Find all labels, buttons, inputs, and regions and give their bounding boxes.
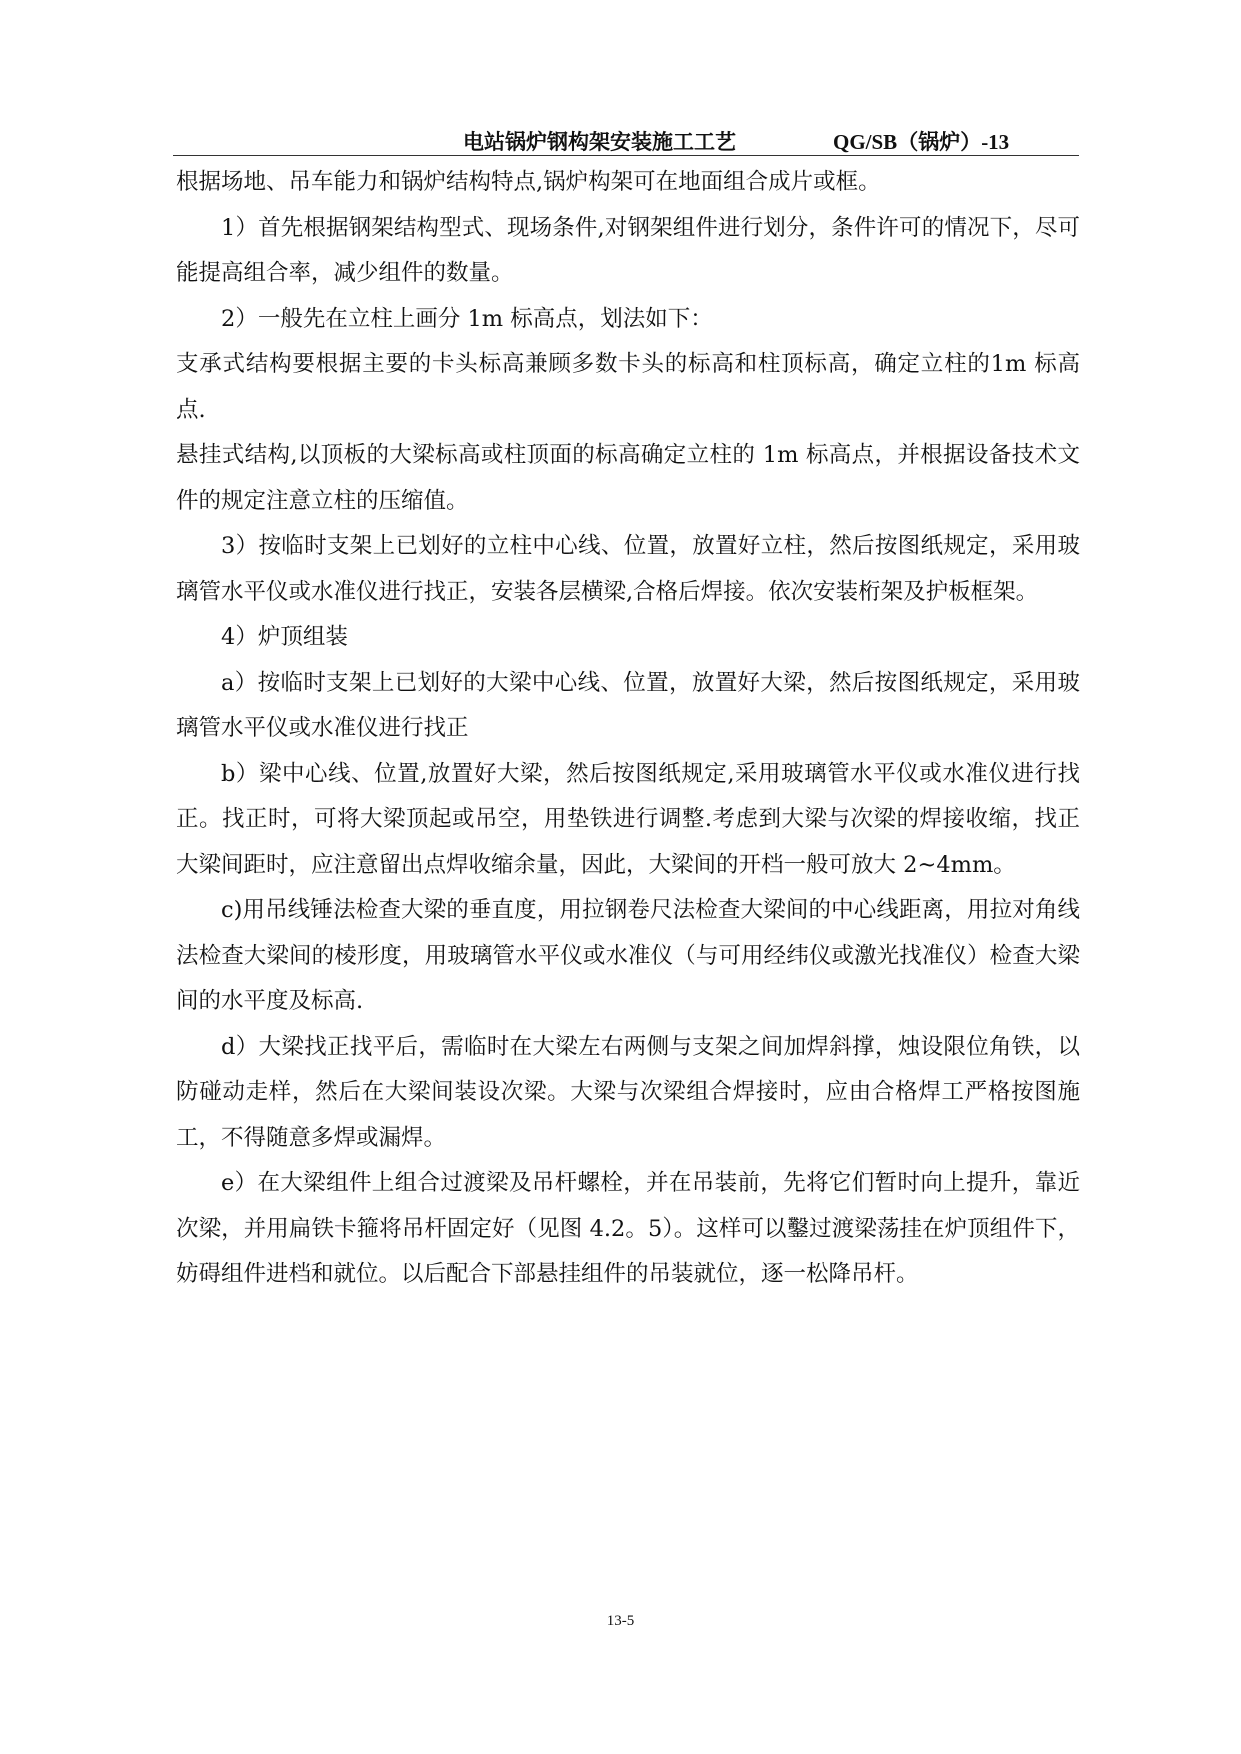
paragraph: b）梁中心线、位置,放置好大梁，然后按图纸规定,采用玻璃管水平仪或水准仪进行找正。找正时，可将大梁顶起或吊空，用垫铁进行调整.考虑到大梁与次梁的焊接收缩，找正大梁间距时，应注意留出点焊收缩余量，因此，大梁间的开档一般可放大 2~4mm。	[176, 760, 1080, 878]
paragraph: a）按临时支架上已划好的大梁中心线、位置，放置好大梁，然后按图纸规定，采用玻璃管水平仪或水准仪进行找正	[176, 669, 1080, 741]
paragraph: d）大梁找正找平后，需临时在大梁左右两侧与支架之间加焊斜撑，烛设限位角铁，以防碰动走样，然后在大梁间装设次梁。大梁与次梁组合焊接时，应由合格焊工严格按图施工，不得随意多焊或漏焊。	[176, 1033, 1080, 1151]
paragraph: 4）炉顶组装	[221, 624, 348, 650]
header-divider	[173, 155, 1079, 156]
paragraph: 悬挂式结构,以顶板的大梁标高或柱顶面的标高确定立柱的 1m 标高点，并根据设备技术文件的规定注意立柱的压缩值。	[176, 442, 1080, 514]
page-number: 13-5	[606, 1613, 635, 1629]
paragraph: 1）首先根据钢架结构型式、现场条件,对钢架组件进行划分，条件许可的情况下，尽可能提高组合率，减少组件的数量。	[176, 214, 1080, 286]
page-body	[176, 160, 1080, 1298]
paragraph: 根据场地、吊车能力和锅炉结构特点,锅炉构架可在地面组合成片或框。	[176, 169, 881, 195]
document-code: QG/SB（锅炉）-13	[833, 130, 1010, 154]
paragraph: e）在大梁组件上组合过渡梁及吊杆螺栓，并在吊装前，先将它们暂时向上提升，靠近次梁，并用扁铁卡箍将吊杆固定好（见图 4.2。5）。这样可以鑿过渡梁荡挂在炉顶组件下，妨碍组件进档和就位。以后配合下部悬挂组件的吊装就位，逐一松降吊杆。	[176, 1170, 1080, 1287]
page-header	[173, 124, 1079, 154]
paragraph: c)用吊线锤法检查大梁的垂直度，用拉钢卷尺法检查大梁间的中心线距离，用拉对角线法检查大梁间的棱形度，用玻璃管水平仪或水准仪（与可用经纬仪或激光找准仪）检查大梁间的水平度及标高.	[176, 897, 1080, 1014]
document-title: 电站锅炉钢构架安装施工工艺	[463, 129, 736, 154]
paragraph: 支承式结构要根据主要的卡头标高兼顾多数卡头的标高和柱顶标高，确定立柱的1m 标高点.	[176, 351, 1080, 423]
paragraph: 3）按临时支架上已划好的立柱中心线、位置，放置好立柱，然后按图纸规定，采用玻璃管水平仪或水准仪进行找正，安装各层横梁,合格后焊接。依次安装桁架及护板框架。	[176, 533, 1080, 605]
paragraph: 2）一般先在立柱上画分 1m 标高点，划法如下：	[221, 305, 713, 332]
